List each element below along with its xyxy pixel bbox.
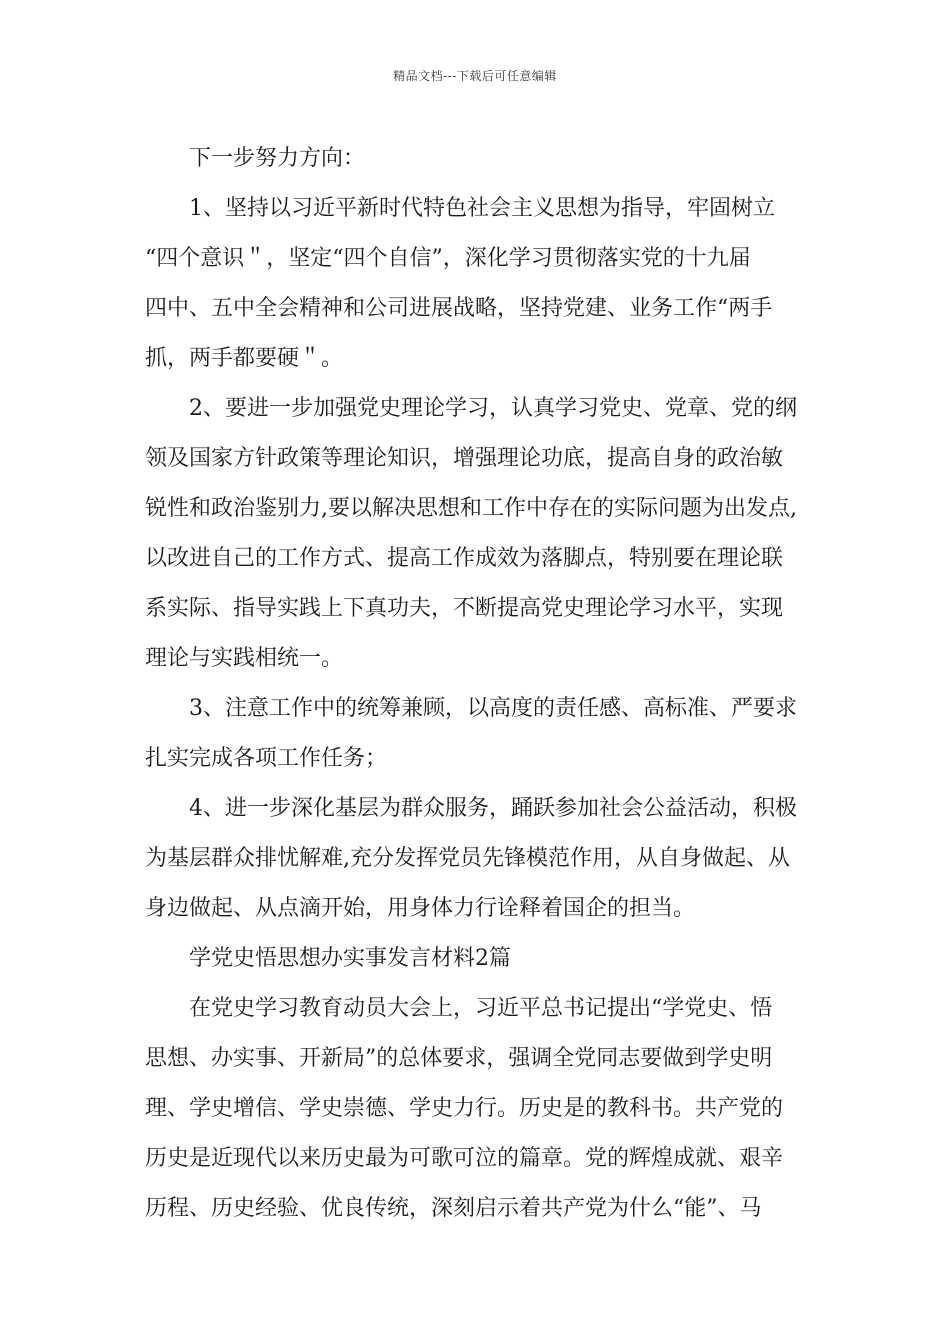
text-line: 扎实完成各项工作任务； <box>145 746 388 771</box>
text-line: 3、注意工作中的统筹兼顾，以高度的责任感、高标准、严要求 <box>189 696 797 721</box>
text-line: 下一步努力方向： <box>189 146 366 171</box>
text-line: “四个意识＂，坚定“四个自信”，深化学习贯彻落实党的十九届 <box>145 246 751 271</box>
text-line: 四中、五中全会精神和公司进展战略，坚持党建、业务工作“两手 <box>145 296 773 321</box>
page-header: 精品文档---下载后可任意编辑 <box>393 69 557 83</box>
text-line: 2、要进一步加强党史理论学习，认真学习党史、党章、党的纲 <box>189 396 797 421</box>
text-line: 锐性和政治鉴别力,要以解决思想和工作中存在的实际问题为出发点, <box>145 496 797 521</box>
text-line: 历程、历史经验、优良传统，深刻启示着共产党为什么“能”、马 <box>145 1196 762 1221</box>
text-line: 4、进一步深化基层为群众服务，踊跃参加社会公益活动，积极 <box>189 796 797 821</box>
document-body <box>145 134 813 1234</box>
text-line: 为基层群众排忧解难,充分发挥党员先锋模范作用，从自身做起、从 <box>145 846 790 871</box>
text-line: 以改进自己的工作方式、提高工作成效为落脚点，特别要在理论联 <box>145 546 784 571</box>
text-line: 理、学史增信、学史崇德、学史力行。历史是的教科书。共产党的 <box>145 1096 784 1121</box>
text-line: 系实际、指导实践上下真功夫，不断提高党史理论学习水平，实现 <box>145 596 784 621</box>
text-line: 1、坚持以习近平新时代特色社会主义思想为指导，牢固树立 <box>189 196 775 221</box>
text-line: 在党史学习教育动员大会上，习近平总书记提出“学党史、悟 <box>189 996 773 1021</box>
text-line: 抓，两手都要硬＂。 <box>145 346 344 371</box>
text-line: 身边做起、从点滴开始，用身体力行诠释着国企的担当。 <box>145 896 696 921</box>
text-line: 学党史悟思想办实事发言材料2篇 <box>189 946 511 971</box>
text-line: 历史是近现代以来历史最为可歌可泣的篇章。党的辉煌成就、艰辛 <box>145 1146 784 1171</box>
text-line: 思想、办实事、开新局”的总体要求，强调全党同志要做到学史明 <box>145 1046 773 1071</box>
text-line: 领及国家方针政策等理论知识，增强理论功底，提高自身的政治敏 <box>145 446 784 471</box>
text-line: 理论与实践相统一。 <box>145 646 344 671</box>
